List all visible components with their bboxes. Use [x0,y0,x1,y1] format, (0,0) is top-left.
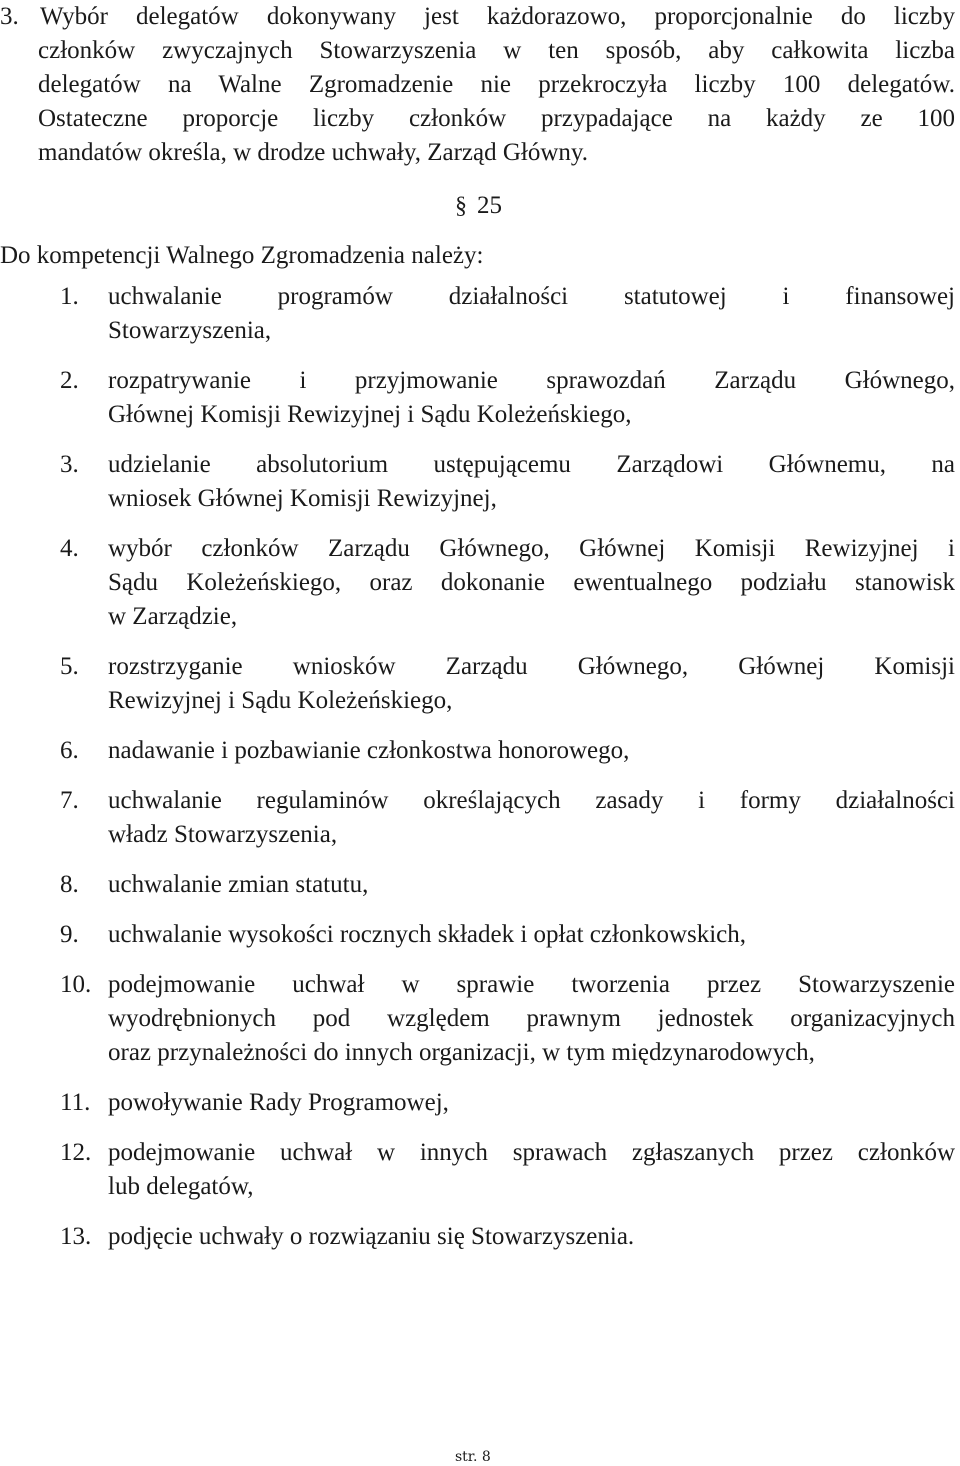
list-item-text [108,1136,955,1204]
paragraph-text: Wybór delegatów dokonywany jest każdorazowo, proporcjonalnie do liczby [40,3,955,30]
list-item-number: 9. [60,921,79,948]
list-item-line: władz Stowarzyszenia, [108,821,338,848]
section-intro: Do kompetencji Walnego Zgromadzenia należy: [0,242,484,269]
paragraph-number: 3. [0,3,19,30]
list-item-number: 13. [60,1223,92,1250]
list-item-number: 7. [60,787,79,814]
list-item-number: 8. [60,871,79,898]
list-item-line: Głównej Komisji Rewizyjnej i Sądu Koleżeńskiego, [108,401,632,428]
list-item-line: Stowarzyszenia, [108,317,272,344]
list-item-line: podejmowanie uchwał w innych sprawach zgłaszanych przez członków [108,1139,955,1166]
paragraph-line: mandatów określa, w drodze uchwały, Zarząd Główny. [38,139,589,166]
list-item-number: 6. [60,737,79,764]
list-item-text [108,448,955,516]
paragraph-line [0,0,955,34]
list-item-text [108,364,955,432]
paragraph-line: delegatów na Walne Zgromadzenie nie przekroczyła liczby 100 delegatów. [38,71,955,98]
list-item-line: uchwalanie regulaminów określających zasady i formy działalności [108,787,955,814]
list-item-line: wniosek Głównej Komisji Rewizyjnej, [108,485,497,512]
list-item-text [108,734,955,768]
list-item-text [108,968,955,1070]
list-item-line: udzielanie absolutorium ustępującemu Zarządowi Głównemu, na [108,451,955,478]
list-item-line: nadawanie i pozbawianie członkostwa honorowego, [108,737,630,764]
paragraph-3 [0,0,955,170]
list-item-text [108,868,955,902]
list-item-line: uchwalanie zmian statutu, [108,871,369,898]
list-item-text [108,918,955,952]
list-item-text [108,280,955,348]
list-item-text [108,532,955,634]
list-item-line: w Zarządzie, [108,603,238,630]
paragraph-line: członków zwyczajnych Stowarzyszenia w ten sposób, aby całkowita liczba [38,37,955,64]
list-item-number: 3. [60,451,79,478]
list-item-text [108,650,955,718]
list-item-line: Sądu Koleżeńskiego, oraz dokonanie ewentualnego podziału stanowisk [108,569,955,596]
list-item-number: 1. [60,283,79,310]
section-sign: § [455,193,467,219]
list-item-line: uchwalanie wysokości rocznych składek i opłat członkowskich, [108,921,747,948]
list-item-number: 11. [60,1089,91,1116]
list-item-line: powoływanie Rady Programowej, [108,1089,449,1116]
list-item-line: podejmowanie uchwał w sprawie tworzenia przez Stowarzyszenie [108,971,955,998]
list-item-line: podjęcie uchwały o rozwiązaniu się Stowarzyszenia. [108,1223,635,1250]
list-item-line: oraz przynależności do innych organizacji, w tym międzynarodowych, [108,1039,815,1066]
list-item-text [108,784,955,852]
list-item-line: wyodrębnionych pod względem prawnym jednostek organizacyjnych [108,1005,955,1032]
list-item-text [108,1220,955,1254]
list-item-line: wybór członków Zarządu Głównego, Głównej Komisji Rewizyjnej i [108,535,955,562]
list-item-number: 5. [60,653,79,680]
list-item-line: rozpatrywanie i przyjmowanie sprawozdań Zarządu Głównego, [108,367,955,394]
list-item-line: uchwalanie programów działalności statutowej i finansowej [108,283,955,310]
list-item-line: rozstrzyganie wniosków Zarządu Głównego, Głównej Komisji [108,653,955,680]
list-item-line: lub delegatów, [108,1173,254,1200]
list-item-text [108,1086,955,1120]
section-number: 25 [477,192,502,219]
list-item-number: 2. [60,367,79,394]
page-number: str. 8 [455,1449,491,1465]
list-item-number: 10. [60,971,92,998]
list-item-line: Rewizyjnej i Sądu Koleżeńskiego, [108,687,453,714]
list-item-number: 12. [60,1139,92,1166]
paragraph-line: Ostateczne proporcje liczby członków przypadające na każdy ze 100 [38,105,955,132]
list-item-number: 4. [60,535,79,562]
section-heading [455,189,502,223]
